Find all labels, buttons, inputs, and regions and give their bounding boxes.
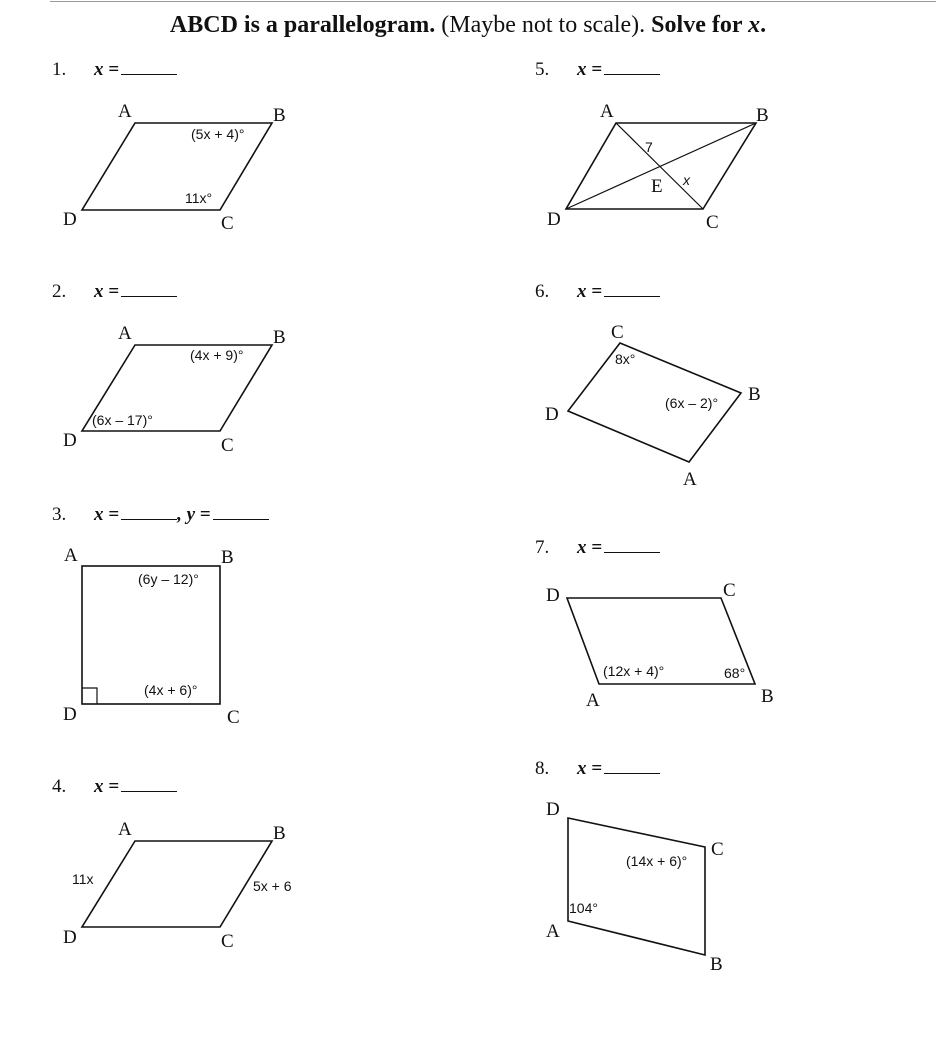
problem-number: 8.: [535, 758, 550, 779]
vertex-c-label: C: [611, 322, 624, 343]
parallelogram-abcd: [82, 841, 272, 927]
vertex-b-label: B: [273, 823, 286, 844]
angle-b-measure: (5x + 4)°: [191, 126, 245, 142]
title-variable: x: [748, 12, 761, 38]
angle-c-measure: (4x + 6)°: [144, 682, 198, 698]
side-ad-length: 11x: [72, 871, 94, 887]
problem-number: 2.: [52, 281, 67, 302]
vertex-b-label: B: [710, 954, 723, 975]
answer-label: x =: [94, 776, 120, 797]
angle-c-measure: (14x + 6)°: [626, 853, 688, 869]
vertex-b-label: B: [273, 327, 286, 348]
vertex-d-label: D: [63, 430, 77, 451]
vertex-c-label: C: [221, 931, 234, 952]
problem-4-figure: [63, 819, 292, 952]
angle-b-measure: (4x + 9)°: [190, 347, 244, 363]
side-bc-length: 5x + 6: [253, 878, 292, 894]
title-bold-part: ABCD is a parallelogram.: [169, 12, 436, 38]
problem-1-figure: [63, 101, 286, 234]
answer-label: x =: [577, 537, 603, 558]
angle-b-measure: 68°: [724, 665, 746, 681]
problem-2-figure: [63, 323, 286, 456]
vertex-d-label: D: [63, 927, 77, 948]
problem-3-figure: [63, 545, 240, 728]
answer-label: x =: [577, 59, 603, 80]
segment-ae-length: 7: [645, 139, 653, 155]
vertex-b-label: B: [761, 686, 774, 707]
right-angle-marker: [82, 688, 97, 704]
vertex-d-label: D: [545, 404, 559, 425]
parallelogram-abcd: [568, 818, 705, 955]
title-instruction: Solve for: [651, 12, 749, 38]
angle-a-measure: (12x + 4)°: [603, 663, 665, 679]
problem-6-figure: [545, 322, 761, 490]
problem-7-figure: [546, 580, 774, 711]
vertex-c-label: C: [227, 707, 240, 728]
vertex-c-label: C: [221, 435, 234, 456]
problem-number: 4.: [52, 776, 67, 797]
vertex-a-label: A: [586, 690, 600, 711]
problem-8-figure: [546, 799, 724, 975]
vertex-a-label: A: [64, 545, 78, 566]
angle-b-measure: (6y – 12)°: [138, 571, 199, 587]
vertex-c-label: C: [711, 839, 724, 860]
answer-label: x =: [94, 281, 120, 302]
vertex-a-label: A: [683, 469, 697, 490]
vertex-a-label: A: [118, 101, 132, 122]
problem-number: 1.: [52, 59, 67, 80]
answer-label: x =: [94, 504, 120, 525]
angle-a-measure: 104°: [569, 900, 598, 916]
answer-label: x =: [577, 281, 603, 302]
vertex-a-label: A: [600, 101, 614, 122]
title-normal-part: (Maybe not to scale).: [435, 12, 652, 38]
vertex-d-label: D: [546, 585, 560, 606]
answer-label-y: , y =: [177, 504, 211, 525]
problem-number: 7.: [535, 537, 550, 558]
vertex-c-label: C: [723, 580, 736, 601]
vertex-c-label: C: [706, 212, 719, 233]
segment-ec-length: x: [683, 172, 690, 188]
vertex-a-label: A: [118, 323, 132, 344]
title-period: .: [760, 12, 767, 38]
vertex-b-label: B: [756, 105, 769, 126]
angle-d-measure: (6x – 17)°: [92, 412, 153, 428]
vertex-c-label: C: [221, 213, 234, 234]
vertex-b-label: B: [748, 384, 761, 405]
angle-b-measure: (6x – 2)°: [665, 395, 719, 411]
angle-c-measure: 11x°: [185, 190, 213, 206]
vertex-a-label: A: [546, 921, 560, 942]
vertex-d-label: D: [546, 799, 560, 820]
problem-number: 6.: [535, 281, 550, 302]
answer-label: x =: [94, 59, 120, 80]
vertex-b-label: B: [273, 105, 286, 126]
angle-c-measure: 8x°: [615, 351, 636, 367]
vertex-a-label: A: [118, 819, 132, 840]
problem-number: 5.: [535, 59, 550, 80]
vertex-d-label: D: [63, 704, 77, 725]
vertex-d-label: D: [547, 209, 561, 230]
problem-5-figure: [547, 101, 769, 233]
answer-label: x =: [577, 758, 603, 779]
intersection-e-label: E: [651, 176, 663, 197]
vertex-d-label: D: [63, 209, 77, 230]
vertex-b-label: B: [221, 547, 234, 568]
problem-number: 3.: [52, 504, 67, 525]
